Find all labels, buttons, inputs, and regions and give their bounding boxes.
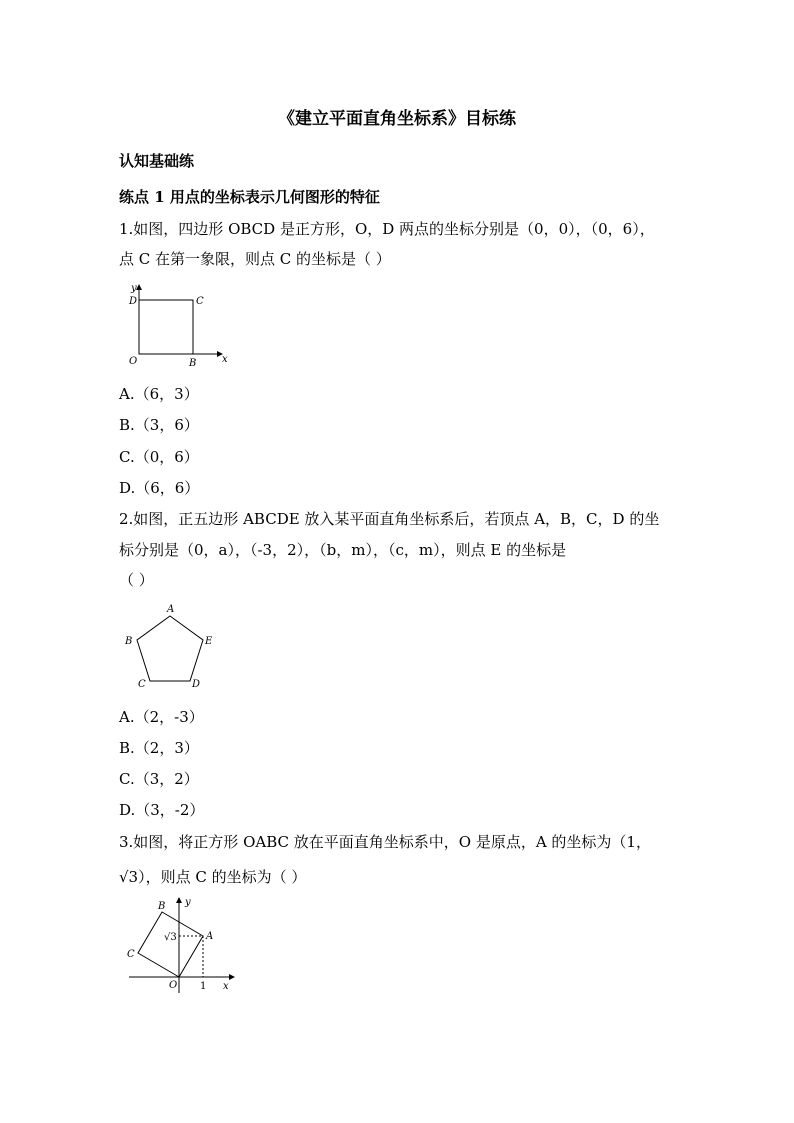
q1-label-B: B [189,358,197,369]
q2-option-d: D.（3，-2） [119,801,205,819]
q1-label-y: y [131,283,137,294]
q3-label-C: C [127,949,135,960]
q2-label-A: A [167,604,175,615]
q2-label-D: D [192,679,201,690]
q1-stem-line1: 1.如图，四边形 OBCD 是正方形，O，D 两点的坐标分别是（0，0），（0，6）， [119,220,655,238]
q2-label-B: B [125,636,133,647]
page-title: 《建立平面直角坐标系》目标练 [278,109,516,129]
q3-label-1: 1 [200,981,207,992]
q1-stem-line2: 点 C 在第一象限，则点 C 的坐标是（ ） [119,250,391,268]
q1-option-d: D.（6，6） [119,479,200,497]
q2-option-c: C.（3，2） [119,770,199,788]
q3-label-sqrt3: √3 [164,932,177,943]
q1-square [139,300,193,354]
subsection-heading: 练点 1 用点的坐标表示几何图形的特征 [119,188,380,206]
q2-stem-line2: 标分别是（0，a），（-3，2），（b，m），（c，m），则点 E 的坐标是 [119,541,567,559]
q2-label-C: C [138,679,146,690]
q2-stem-line3: （ ） [119,571,154,589]
q3-label-x: x [223,981,229,992]
q2-pentagon [137,616,203,681]
q3-square [138,912,203,977]
q3-label-B: B [158,901,166,912]
q2-pentagon-figure [119,600,219,692]
q1-label-x: x [222,354,228,365]
q1-square-figure [119,282,229,372]
q3-x-arrow [229,974,235,980]
q1-option-c: C.（0，6） [119,448,199,466]
q3-label-O: O [169,980,178,991]
q1-label-D: D [129,296,138,307]
q2-stem-line1: 2.如图，正五边形 ABCDE 放入某平面直角坐标系后，若顶点 A，B，C，D 的坐 [119,510,660,528]
q3-label-y: y [185,897,191,908]
q3-y-arrow [176,897,182,903]
q3-label-A: A [206,931,214,942]
q1-label-C: C [196,296,204,307]
q3-square-figure [119,893,239,998]
q3-stem-line2 [119,866,306,887]
q1-option-a: A.（6，3） [119,385,199,403]
q1-label-O: O [129,356,138,367]
q2-label-E: E [205,636,213,647]
q3-sqrt3-value: √3 [119,868,139,886]
q3-stem-line1: 3.如图，将正方形 OABC 放在平面直角坐标系中，O 是原点，A 的坐标为（1， [119,833,651,851]
section-heading: 认知基础练 [119,152,195,170]
q3-stem-line2-rest: ），则点 C 的坐标为（ ） [138,868,307,886]
q2-option-a: A.（2，-3） [119,708,204,726]
q2-option-b: B.（2，3） [119,739,199,757]
q1-option-b: B.（3，6） [119,416,199,434]
q1-y-arrow [136,284,142,290]
